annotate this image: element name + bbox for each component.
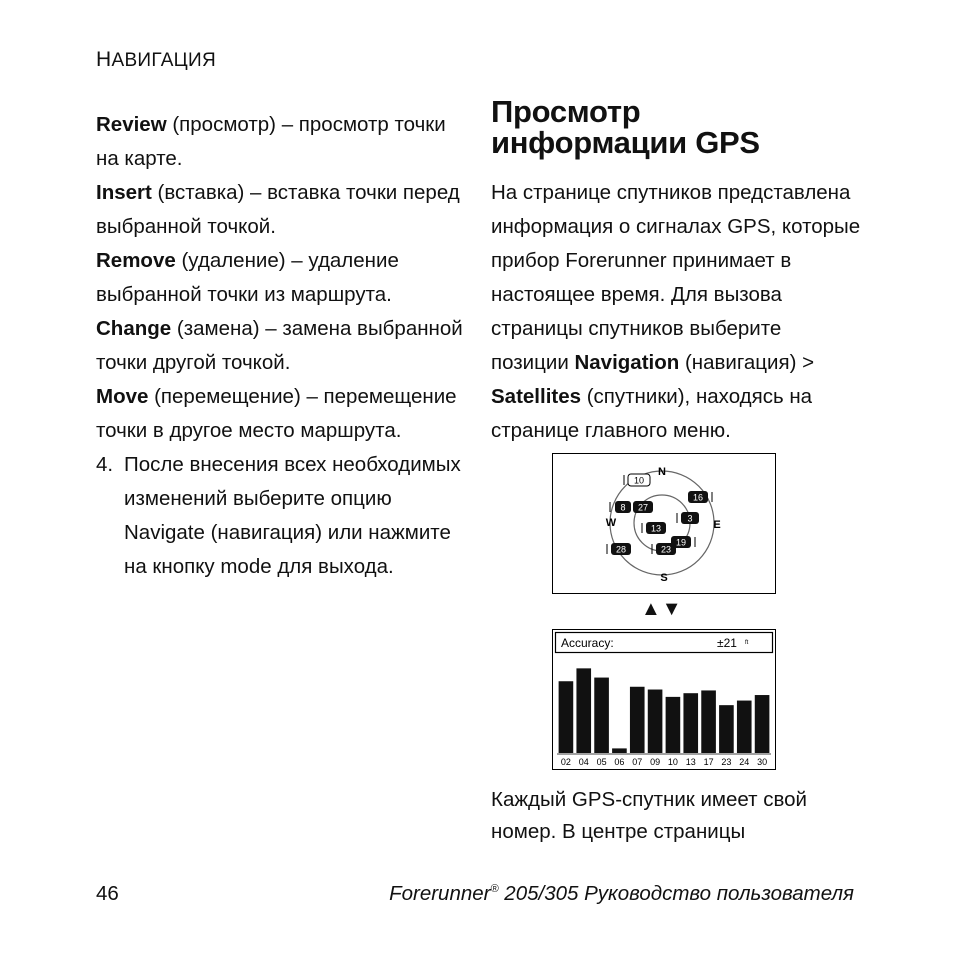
- definition-remove: [96, 244, 466, 312]
- satellite-10-id: 10: [633, 475, 645, 486]
- desc-move: (перемещение) – перемещение точки в другое место маршрута.: [96, 385, 457, 442]
- signal-bar-07: [630, 687, 645, 753]
- desc-insert: (вставка) – вставка точки перед выбранной точкой.: [96, 181, 460, 238]
- compass-s: S: [660, 572, 668, 584]
- satellite-label-10: 10: [667, 757, 678, 767]
- definition-move: [96, 380, 466, 448]
- satellite-label-24: 24: [739, 757, 750, 767]
- satellite-label-09: 09: [650, 757, 661, 767]
- accuracy-value: ±21: [717, 636, 737, 650]
- term-insert: Insert: [96, 181, 152, 204]
- step-4: [96, 448, 466, 584]
- title-line-1: Просмотр: [491, 94, 641, 129]
- section-header: [96, 48, 216, 72]
- definition-review: [96, 108, 466, 176]
- footer-product: Forerunner: [389, 882, 491, 905]
- intro-part-1: На странице спутников представлена информация о сигналах GPS, которые прибор Forerunner принимает в настоящее время. Для вызова страницы спутников выберите позиции: [491, 181, 861, 374]
- signal-bar-10: [666, 697, 681, 753]
- term-remove: Remove: [96, 249, 176, 272]
- satellite-27-id: 27: [637, 502, 649, 513]
- intro-part-2: (навигация) >: [679, 351, 815, 374]
- satellite-sky-view: [552, 453, 776, 594]
- signal-bar-13: [683, 693, 698, 753]
- satellite-label-02: 02: [560, 757, 571, 767]
- satellite-8-id: 8: [620, 502, 626, 513]
- signal-bar-06: [612, 748, 627, 753]
- footer-manual-title: [389, 882, 854, 906]
- satellite-19-id: 19: [675, 537, 687, 548]
- signal-bar-23: [719, 705, 734, 753]
- satellite-label-17: 17: [703, 757, 714, 767]
- satellite-label-23: 23: [721, 757, 732, 767]
- footer-reg-mark: ®: [490, 883, 499, 896]
- definition-change: [96, 312, 466, 380]
- step-text: После внесения всех необходимых изменений выберите опцию Navigate (навигация) или нажмите на кнопку mode для выхода.: [124, 453, 461, 578]
- compass-n: N: [658, 466, 666, 478]
- satellite-23-id: 23: [660, 544, 672, 555]
- page-number: 46: [96, 882, 119, 905]
- desc-remove: (удаление) – удаление выбранной точки из маршрута.: [96, 249, 399, 306]
- satellite-27: [633, 501, 653, 513]
- accuracy-unit: ft: [745, 640, 749, 646]
- page-nav-arrows: ▲▼: [641, 598, 683, 620]
- satellite-28-id: 28: [615, 544, 627, 555]
- signal-bar-24: [737, 701, 752, 753]
- signal-bar-02: [559, 681, 574, 753]
- section-header-rest: АВИГАЦИЯ: [111, 50, 216, 71]
- satellite-label-30: 30: [757, 757, 768, 767]
- satellite-label-13: 13: [685, 757, 696, 767]
- section-header-cap: Н: [96, 48, 112, 71]
- desc-review: (просмотр) – просмотр точки на карте.: [96, 113, 446, 170]
- satellite-10: [624, 474, 650, 486]
- signal-bar-17: [701, 690, 716, 753]
- satellite-label-06: 06: [614, 757, 625, 767]
- term-move: Move: [96, 385, 149, 408]
- satellite-label-04: 04: [578, 757, 589, 767]
- signal-bar-30: [755, 695, 770, 753]
- term-satellites: Satellites: [491, 385, 582, 408]
- satellite-16-id: 16: [692, 492, 704, 503]
- desc-change: (замена) – замена выбранной точки другой точкой.: [96, 317, 463, 374]
- intro-part-3: (спутники), находясь на странице главного меню.: [491, 385, 813, 442]
- definition-insert: [96, 176, 466, 244]
- signal-bar-04: [576, 668, 591, 753]
- section-title: [491, 96, 861, 158]
- footer-model-title: 205/305 Руководство пользователя: [498, 882, 854, 905]
- compass-e: E: [713, 519, 721, 531]
- satellite-3-id: 3: [687, 513, 693, 524]
- term-navigation: Navigation: [574, 351, 680, 374]
- compass-w: W: [605, 517, 617, 529]
- intro-paragraph: [491, 176, 861, 448]
- step-number: 4.: [96, 453, 114, 476]
- satellite-label-05: 05: [596, 757, 607, 767]
- signal-strength-panel: [552, 629, 776, 770]
- title-line-2: информации GPS: [491, 125, 760, 160]
- signal-bar-09: [648, 690, 663, 753]
- satellite-label-07: 07: [632, 757, 643, 767]
- satellite-13-id: 13: [650, 523, 662, 534]
- right-column: [491, 96, 861, 448]
- signal-bar-05: [594, 678, 609, 753]
- caption-paragraph: Каждый GPS-спутник имеет свой номер. В центре страницы: [491, 788, 807, 843]
- accuracy-label: Accuracy:: [561, 636, 614, 650]
- term-review: Review: [96, 113, 167, 136]
- left-column: [96, 108, 466, 584]
- term-change: Change: [96, 317, 172, 340]
